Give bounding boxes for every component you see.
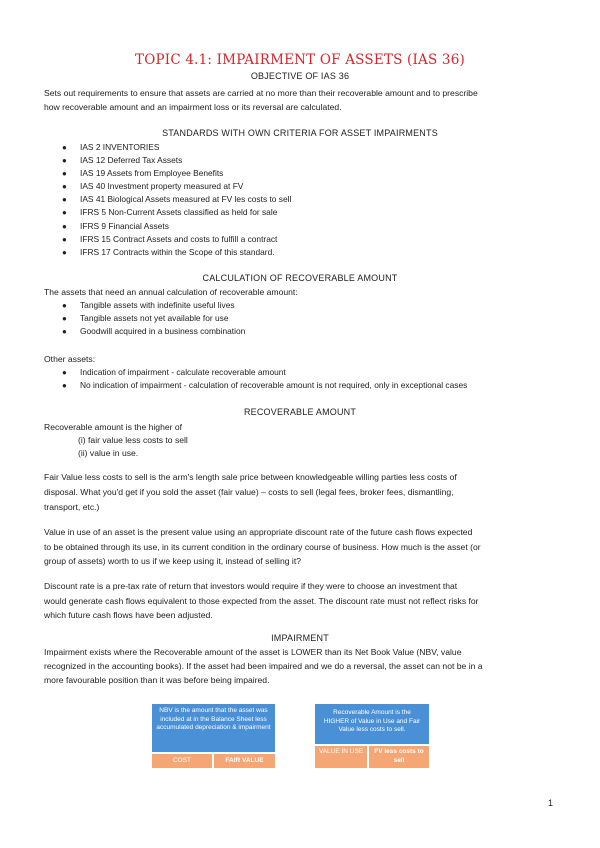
impairment-line-2: recognized in the accounting books). If the asset had been impaired and we do a reversal, the asset can not be in a <box>44 661 483 671</box>
bullet-icon: ● <box>62 327 67 337</box>
discount-rate-line-3: which future cash flows have been adjusted. <box>44 610 213 620</box>
list-item: ● IAS 40 Investment property measured at FV <box>62 180 291 193</box>
list-item: ● Tangible assets with indefinite useful lives <box>62 299 245 312</box>
list-item: ● IFRS 5 Non-Current Assets classified as held for sale <box>62 206 291 219</box>
list-item: ● IAS 2 INVENTORIES <box>62 141 291 154</box>
discount-rate-line-2: would generate cash flows equivalent to those expected from the asset. The discount rate must not reflect risks for <box>44 596 479 606</box>
value-in-use-line-1: Value in use of an asset is the present value using an appropriate discount rate of the future cash flows expected <box>44 527 473 537</box>
cost-box: COST <box>152 754 212 768</box>
objective-heading: OBJECTIVE OF IAS 36 <box>250 71 350 81</box>
recoverable-option-2: (ii) value in use. <box>78 448 139 458</box>
list-item: ● IFRS 9 Financial Assets <box>62 220 291 233</box>
objective-line-1: Sets out requirements to ensure that assets are carried at no more than their recoverable amount and to prescribe <box>44 88 478 98</box>
bullet-icon: ● <box>62 221 67 231</box>
bullet-icon: ● <box>62 208 67 218</box>
list-item: ● Tangible assets not yet available for use <box>62 312 245 325</box>
fair-value-box: FAIR VALUE <box>214 754 275 768</box>
bullet-icon: ● <box>62 381 67 391</box>
bullet-icon: ● <box>62 301 67 310</box>
standards-list <box>62 141 291 259</box>
calculation-list <box>62 299 245 338</box>
page-number: 1 <box>547 798 553 808</box>
standards-heading: STANDARDS WITH OWN CRITERIA FOR ASSET IMPAIRMENTS <box>162 128 438 138</box>
bullet-icon: ● <box>62 182 67 192</box>
impairment-line-1: Impairment exists where the Recoverable amount of the asset is LOWER than its Net Book Value (NBV, value <box>44 647 462 657</box>
calculation-intro: The assets that need an annual calculation of recoverable amount: <box>44 287 298 297</box>
impairment-heading: IMPAIRMENT <box>271 633 329 643</box>
list-item: ● IFRS 15 Contract Assets and costs to fulfill a contract <box>62 233 291 246</box>
calculation-heading: CALCULATION OF RECOVERABLE AMOUNT <box>202 273 398 283</box>
list-item: ● IAS 19 Assets from Employee Benefits <box>62 167 291 180</box>
list-item: ● No indication of impairment - calculation of recoverable amount is not required, only in exceptional cases <box>62 379 467 392</box>
value-in-use-box: VALUE IN USE <box>315 746 367 768</box>
bullet-icon: ● <box>62 234 67 244</box>
bullet-icon: ● <box>62 314 67 324</box>
bullet-icon: ● <box>62 143 67 152</box>
bullet-icon: ● <box>62 195 67 205</box>
other-assets-label: Other assets: <box>44 354 96 364</box>
other-assets-list <box>62 366 467 392</box>
fair-value-line-1: Fair Value less costs to sell is the arm's length sale price between knowledgeable willing parties less costs of <box>44 472 457 482</box>
list-item: ● Goodwill acquired in a business combination <box>62 325 245 338</box>
objective-line-2: how recoverable amount and an impairment loss or its reversal are calculated. <box>44 102 342 112</box>
bullet-icon: ● <box>62 156 67 166</box>
page-title: TOPIC 4.1: IMPAIRMENT OF ASSETS (IAS 36) <box>135 52 465 68</box>
list-item: ● IAS 12 Deferred Tax Assets <box>62 154 291 167</box>
bullet-icon: ● <box>62 368 67 377</box>
list-item: ● Indication of impairment - calculate recoverable amount <box>62 366 467 379</box>
recoverable-heading: RECOVERABLE AMOUNT <box>243 407 357 417</box>
value-in-use-line-3: group of assets) worth to us if we keep using it, instead of selling it? <box>44 556 301 566</box>
bullet-icon: ● <box>62 169 67 179</box>
impairment-line-3: more favourable position than it was before being impaired. <box>44 675 270 685</box>
fair-value-line-2: disposal. What you'd get if you sold the asset (fair value) – costs to sell (legal fees, broker fees, dismantling, <box>44 487 454 497</box>
fv-less-costs-box: FV less costs to sell <box>369 746 429 768</box>
discount-rate-line-1: Discount rate is a pre-tax rate of return that investors would require if they were to choose an investment that <box>44 581 458 591</box>
recoverable-option-1: (i) fair value less costs to sell <box>78 435 188 445</box>
recoverable-intro: Recoverable amount is the higher of <box>44 422 183 432</box>
list-item: ● IAS 41 Biological Assets measured at FV les costs to sell <box>62 193 291 206</box>
bullet-icon: ● <box>62 247 67 257</box>
recoverable-definition-box: Recoverable Amount is the HIGHER of Value in Use and Fair Value less costs to sell. <box>315 704 429 744</box>
fair-value-line-3: transport, etc.) <box>44 502 100 512</box>
list-item: ● IFRS 17 Contracts within the Scope of this standard. <box>62 246 291 259</box>
nbv-definition-box: NBV is the amount that the asset was included at in the Balance Sheet less accumulated depreciation & impairment <box>152 704 275 752</box>
value-in-use-line-2: to be obtained through its use, in its current condition in the ordinary course of business. How much is the asset (or <box>44 542 481 552</box>
